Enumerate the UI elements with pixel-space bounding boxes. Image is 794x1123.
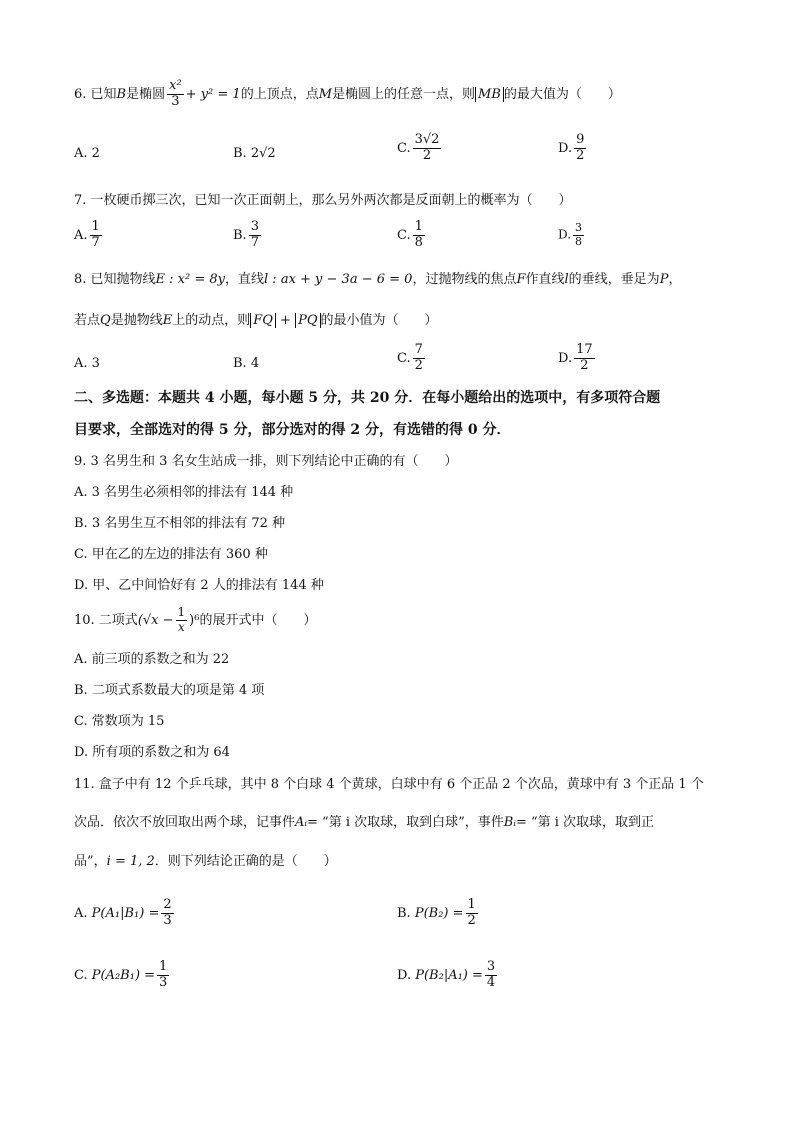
q11-option-d: D. P(B₂|A₁) = $\frac{3}{4}$	[397, 959, 496, 990]
section-heading-line1: 二、多选题：本题共 4 小题，每小题 5 分，共 20 分．在每小题给出的选项中，有多项符合题	[74, 390, 661, 406]
q11-stem-line2: 次品．依次不放回取出两个球，记事件Aᵢ= “第 i 次取球，取到白球”，事件Bᵢ= “第 i 次取球，取到正	[74, 815, 655, 830]
q8-option-a: A. 3	[74, 356, 100, 371]
q6-option-b: B. 2√2	[233, 146, 276, 161]
section-heading-line2: 目要求，全部选对的得 5 分，部分选对的得 2 分，有选错的得 0 分．	[74, 422, 511, 438]
q6-option-a: A. 2	[74, 146, 100, 161]
q11-stem-line3: 品”，i = 1, 2．则下列结论正确的是（ ）	[74, 854, 337, 869]
q11-stem-line1: 11. 盒子中有 12 个乒乓球，其中 8 个白球 4 个黄球，白球中有 6 个正品 2 个次品，黄球中有 3 个正品 1 个	[74, 777, 704, 792]
q7-option-c: C. $\frac{1}{8}$	[397, 219, 423, 250]
q8-option-c: C. $\frac{7}{2}$	[397, 342, 423, 373]
q6-stem: 6. 已知B是椭圆 $\frac{\text{x²}}{3}$ + y² = 1的上顶点，点M是椭圆上的任意一点，则 MB 的最大值为（ ）	[74, 78, 621, 109]
q8-stem-line1: 8. 已知抛物线E : x² = 8y，直线l : ax + y − 3a − 6 = 0，过抛物线的焦点F作直线l的垂线，垂足为P，	[74, 272, 682, 287]
q9-option-a: A. 3 名男生必须相邻的排法有 144 种	[74, 485, 294, 500]
q10-option-a: A. 前三项的系数之和为 22	[74, 652, 230, 667]
q6-option-c: C. $\frac{3√2}{2}$	[397, 132, 440, 163]
q8-stem-line2: 若点Q是抛物线E上的动点，则 FQ + PQ 的最小值为（ ）	[74, 313, 438, 328]
q9-option-d: D. 甲、乙中间恰好有 2 人的排法有 144 种	[74, 578, 324, 593]
q11-option-a: A. P(A₁|B₁) = $\frac{2}{3}$	[74, 897, 172, 928]
q10-option-b: B. 二项式系数最大的项是第 4 项	[74, 683, 265, 698]
q9-stem: 9. 3 名男生和 3 名女生站成一排，则下列结论中正确的有（ ）	[74, 454, 458, 469]
q9-option-b: B. 3 名男生互不相邻的排法有 72 种	[74, 516, 286, 531]
q10-stem: 10. 二项式(√x − $\frac{1}{x}$ )⁶的展开式中（ ）	[74, 605, 317, 634]
q11-option-b: B. P(B₂) = $\frac{1}{2}$	[397, 897, 476, 928]
q6-fraction: $\frac{\text{x²}}{3}$	[169, 78, 182, 109]
q11-option-c: C. P(A₂B₁) = $\frac{1}{3}$	[74, 959, 168, 990]
q10-option-d: D. 所有项的系数之和为 64	[74, 745, 230, 760]
q8-option-b: B. 4	[233, 356, 260, 371]
q6-option-d: D. $\frac{9}{2}$	[558, 132, 585, 163]
q7-option-b: B. $\frac{3}{7}$	[233, 219, 259, 250]
q7-stem: 7. 一枚硬币掷三次，已知一次正面朝上，那么另外两次都是反面朝上的概率为（ ）	[74, 193, 572, 208]
q9-option-c: C. 甲在乙的左边的排法有 360 种	[74, 547, 268, 562]
q7-option-d: D. $\frac{3}{8}$	[558, 221, 583, 248]
q7-option-a: A. $\frac{1}{7}$	[74, 219, 100, 250]
q8-option-d: D. $\frac{17}{2}$	[558, 342, 593, 373]
q10-option-c: C. 常数项为 15	[74, 714, 165, 729]
